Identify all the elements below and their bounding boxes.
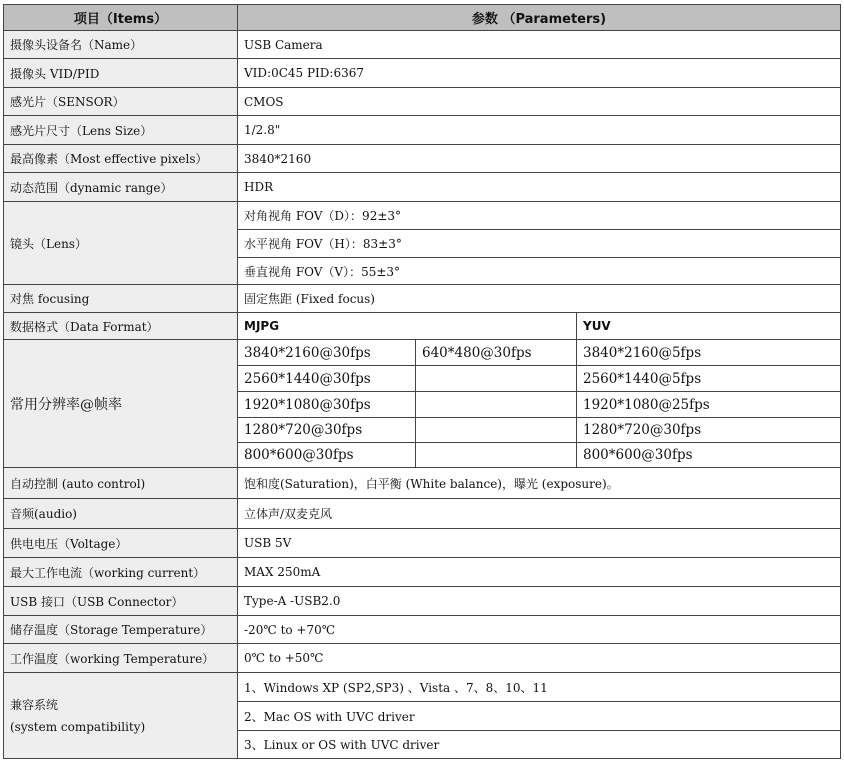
item-sensor: 感光片（SENSOR）	[4, 88, 238, 116]
table-row	[4, 616, 841, 644]
mjpg-resolution-2	[416, 366, 577, 392]
value-lens-fov-v: 垂直视角 FOV（V）：55±3°	[238, 258, 841, 285]
table-row	[4, 173, 841, 202]
value-dynamic-range: HDR	[238, 173, 841, 202]
table-row	[4, 59, 841, 88]
table-row	[4, 644, 841, 673]
mjpg-resolution: 1280*720@30fps	[238, 418, 416, 443]
table-row	[4, 673, 841, 702]
yuv-resolution: 1920*1080@25fps	[577, 392, 841, 418]
value-vid-pid: VID:0C45 PID:6367	[238, 59, 841, 88]
mjpg-resolution-2	[416, 443, 577, 468]
value-voltage: USB 5V	[238, 529, 841, 558]
header-items: 项目（Items）	[4, 5, 238, 31]
table-row	[4, 587, 841, 616]
yuv-resolution: 1280*720@30fps	[577, 418, 841, 443]
table-header-row	[4, 5, 841, 31]
yuv-resolution: 800*600@30fps	[577, 443, 841, 468]
value-compat-mac: 2、Mac OS with UVC driver	[238, 702, 841, 731]
table-row	[4, 499, 841, 529]
value-name: USB Camera	[238, 31, 841, 59]
value-auto-control: 饱和度(Saturation)，白平衡 (White balance)，曝光 (exposure)。	[238, 468, 841, 499]
table-row	[4, 116, 841, 145]
mjpg-resolution-2: 640*480@30fps	[416, 340, 577, 366]
item-compatibility	[4, 673, 238, 759]
mjpg-resolution: 1920*1080@30fps	[238, 392, 416, 418]
table-row	[4, 529, 841, 558]
value-working-temp: 0℃ to +50℃	[238, 644, 841, 673]
table-row	[4, 88, 841, 116]
format-yuv: YUV	[577, 313, 841, 340]
item-lens-size: 感光片尺寸（Lens Size）	[4, 116, 238, 145]
item-focusing: 对焦 focusing	[4, 285, 238, 313]
value-lens-fov-h: 水平视角 FOV（H）：83±3°	[238, 230, 841, 258]
yuv-resolution: 2560*1440@5fps	[577, 366, 841, 392]
value-lens-fov-d: 对角视角 FOV（D）：92±3°	[238, 202, 841, 230]
value-lens-size: 1/2.8"	[238, 116, 841, 145]
value-pixels: 3840*2160	[238, 145, 841, 173]
table-row	[4, 202, 841, 230]
item-storage-temp: 储存温度（Storage Temperature）	[4, 616, 238, 644]
compat-label-en: (system compatibility)	[10, 719, 146, 734]
table-row	[4, 340, 841, 366]
item-data-format: 数据格式（Data Format）	[4, 313, 238, 340]
item-name: 摄像头设备名（Name）	[4, 31, 238, 59]
table-row	[4, 31, 841, 59]
item-resolution: 常用分辨率@帧率	[4, 340, 238, 468]
mjpg-resolution-2	[416, 392, 577, 418]
yuv-resolution: 3840*2160@5fps	[577, 340, 841, 366]
item-voltage: 供电电压（Voltage）	[4, 529, 238, 558]
format-mjpg: MJPG	[238, 313, 577, 340]
table-row	[4, 285, 841, 313]
item-vid-pid: 摄像头 VID/PID	[4, 59, 238, 88]
value-compat-linux: 3、Linux or OS with UVC driver	[238, 731, 841, 759]
item-usb-connector: USB 接口（USB Connector）	[4, 587, 238, 616]
compat-label-cn: 兼容系统	[10, 697, 59, 712]
header-parameters: 参数 （Parameters)	[238, 5, 841, 31]
table-row	[4, 558, 841, 587]
value-current: MAX 250mA	[238, 558, 841, 587]
spec-table	[3, 4, 841, 759]
mjpg-resolution: 2560*1440@30fps	[238, 366, 416, 392]
table-row	[4, 145, 841, 173]
item-current: 最大工作电流（working current）	[4, 558, 238, 587]
item-pixels: 最高像素（Most effective pixels）	[4, 145, 238, 173]
value-compat-windows: 1、Windows XP (SP2,SP3) 、Vista 、7、8、10、11	[238, 673, 841, 702]
value-storage-temp: -20℃ to +70℃	[238, 616, 841, 644]
value-usb-connector: Type-A -USB2.0	[238, 587, 841, 616]
mjpg-resolution: 3840*2160@30fps	[238, 340, 416, 366]
item-audio: 音频(audio)	[4, 499, 238, 529]
mjpg-resolution: 800*600@30fps	[238, 443, 416, 468]
value-sensor: CMOS	[238, 88, 841, 116]
item-dynamic-range: 动态范围（dynamic range）	[4, 173, 238, 202]
item-working-temp: 工作温度（working Temperature）	[4, 644, 238, 673]
item-lens: 镜头（Lens）	[4, 202, 238, 285]
item-auto-control: 自动控制 (auto control)	[4, 468, 238, 499]
table-row	[4, 313, 841, 340]
value-focusing: 固定焦距 (Fixed focus)	[238, 285, 841, 313]
mjpg-resolution-2	[416, 418, 577, 443]
table-row	[4, 468, 841, 499]
value-audio: 立体声/双麦克风	[238, 499, 841, 529]
